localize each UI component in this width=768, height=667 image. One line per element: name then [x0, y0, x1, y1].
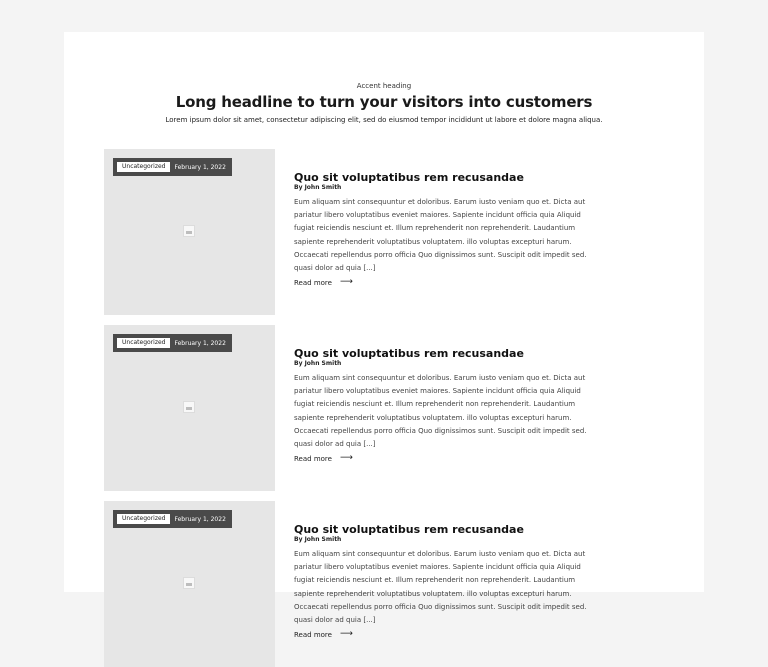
post-meta-bar	[113, 510, 232, 528]
broken-image-icon	[183, 225, 195, 237]
post-date: February 1, 2022	[174, 339, 226, 347]
read-more-label: Read more	[294, 630, 332, 639]
post-card	[104, 325, 604, 491]
post-meta-bar	[113, 334, 232, 352]
post-meta-bar	[113, 158, 232, 176]
broken-image-icon	[183, 401, 195, 413]
read-more-link[interactable]	[294, 454, 353, 463]
post-title-link[interactable]: Quo sit voluptatibus rem recusandae	[294, 523, 524, 536]
post-thumbnail[interactable]	[104, 149, 275, 315]
arrow-right-icon: ⟶	[339, 277, 353, 287]
post-author: By John Smith	[294, 184, 342, 191]
post-thumbnail[interactable]	[104, 325, 275, 491]
page-headline: Long headline to turn your visitors into customers	[175, 93, 593, 111]
read-more-link[interactable]	[294, 630, 353, 639]
arrow-right-icon: ⟶	[339, 629, 353, 639]
post-category-link[interactable]: Uncategorized	[117, 162, 170, 172]
read-more-label: Read more	[294, 454, 332, 463]
accent-heading: Accent heading	[356, 82, 412, 90]
read-more-link[interactable]	[294, 278, 353, 287]
post-card	[104, 501, 604, 667]
page-subheading: Lorem ipsum dolor sit amet, consectetur adipiscing elit, sed do eiusmod tempor incididunt ut labore et dolore magna aliqua.	[165, 116, 603, 124]
post-card	[104, 149, 604, 315]
post-date: February 1, 2022	[174, 515, 226, 523]
post-excerpt: Eum aliquam sint consequuntur et doloribus. Earum iusto veniam quo et. Dicta aut pariatur libero voluptatibus eveniet maiores. Sapiente incidunt officia quia Aliquid fugiat reiciendis nesciunt et. Illum reprehenderit non reprehenderit. Laudantium sapiente reprehenderit voluptatibus voluptatem. illo voluptas excepturi harum. Occaecati repellendus porro officia Quo dignissimos sunt. Suscipit odit impedit sed. quasi dolor ad quia [...]	[294, 550, 587, 625]
read-more-label: Read more	[294, 278, 332, 287]
post-excerpt: Eum aliquam sint consequuntur et doloribus. Earum iusto veniam quo et. Dicta aut pariatur libero voluptatibus eveniet maiores. Sapiente incidunt officia quia Aliquid fugiat reiciendis nesciunt et. Illum reprehenderit non reprehenderit. Laudantium sapiente reprehenderit voluptatibus voluptatem. illo voluptas excepturi harum. Occaecati repellendus porro officia Quo dignissimos sunt. Suscipit odit impedit sed. quasi dolor ad quia [...]	[294, 374, 587, 449]
post-title-link[interactable]: Quo sit voluptatibus rem recusandae	[294, 347, 524, 360]
post-excerpt: Eum aliquam sint consequuntur et doloribus. Earum iusto veniam quo et. Dicta aut pariatur libero voluptatibus eveniet maiores. Sapiente incidunt officia quia Aliquid fugiat reiciendis nesciunt et. Illum reprehenderit non reprehenderit. Laudantium sapiente reprehenderit voluptatibus voluptatem. illo voluptas excepturi harum. Occaecati repellendus porro officia Quo dignissimos sunt. Suscipit odit impedit sed. quasi dolor ad quia [...]	[294, 198, 587, 273]
post-date: February 1, 2022	[174, 163, 226, 171]
post-category-link[interactable]: Uncategorized	[117, 514, 170, 524]
arrow-right-icon: ⟶	[339, 453, 353, 463]
broken-image-icon	[183, 577, 195, 589]
post-title-link[interactable]: Quo sit voluptatibus rem recusandae	[294, 171, 524, 184]
post-author: By John Smith	[294, 360, 342, 367]
post-author: By John Smith	[294, 536, 342, 543]
post-category-link[interactable]: Uncategorized	[117, 338, 170, 348]
post-thumbnail[interactable]	[104, 501, 275, 667]
